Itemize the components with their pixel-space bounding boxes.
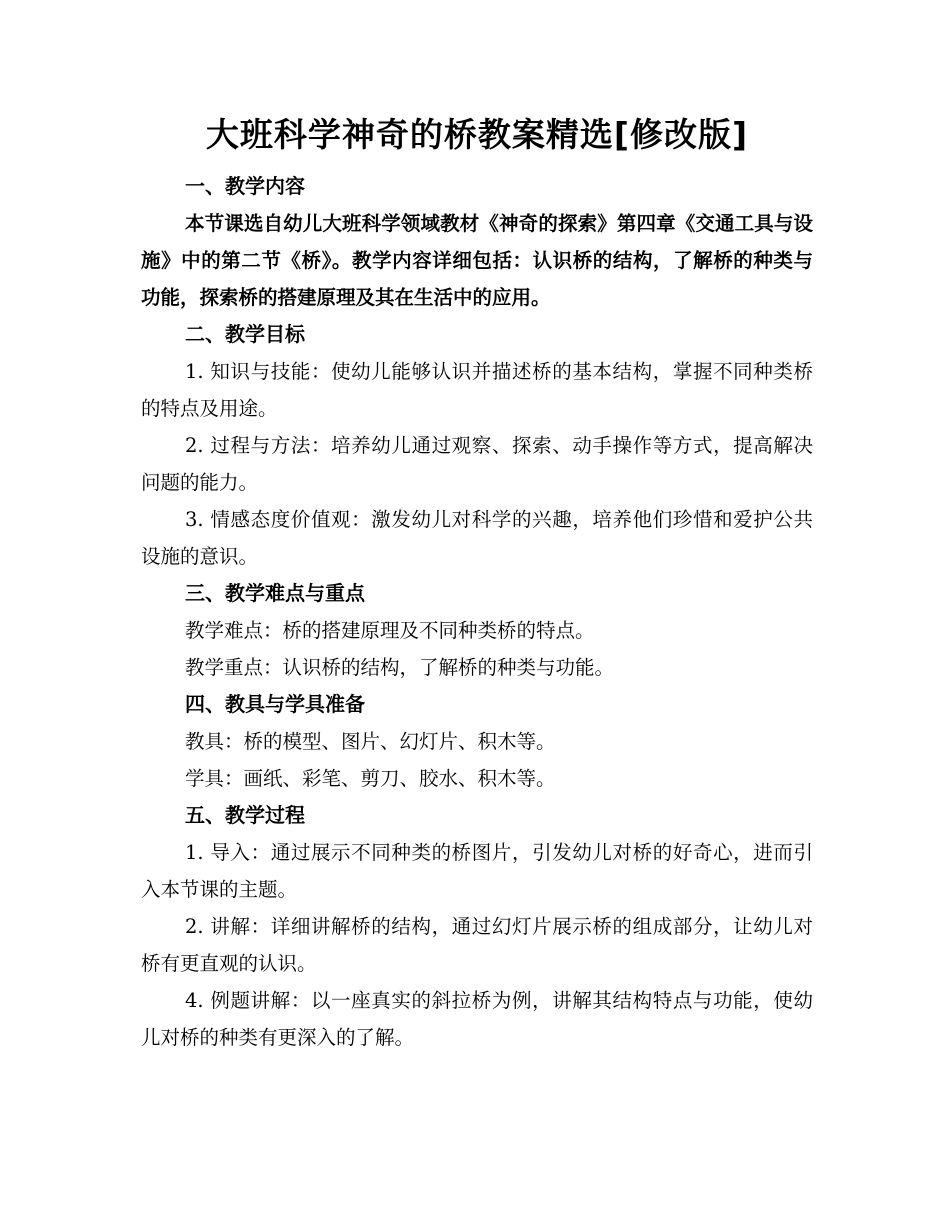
- section-heading-difficulties: 三、教学难点与重点: [185, 581, 365, 605]
- paragraph-teaching-aids: 教具：桥的模型、图片、幻灯片、积木等。: [185, 730, 556, 753]
- document-title: 大班科学神奇的桥教案精选[修改版]: [205, 115, 749, 154]
- paragraph-difficulty: 教学难点：桥的搭建原理及不同种类桥的特点。: [185, 619, 595, 642]
- paragraph-goal-knowledge: 1. 知识与技能：使幼儿能够认识并描述桥的基本结构，掌握不同种类桥的特点及用途。: [141, 360, 813, 420]
- document-body: [141, 112, 813, 1056]
- paragraph-goal-attitude: 3. 情感态度价值观：激发幼儿对科学的兴趣，培养他们珍惜和爱护公共设施的意识。: [141, 508, 813, 568]
- section-heading-teaching-goals: 二、教学目标: [185, 322, 305, 346]
- paragraph-goal-process: 2. 过程与方法：培养幼儿通过观察、探索、动手操作等方式，提高解决问题的能力。: [141, 434, 813, 494]
- paragraph-key-point: 教学重点：认识桥的结构，了解桥的种类与功能。: [185, 656, 615, 679]
- section-heading-materials: 四、教具与学具准备: [185, 692, 365, 716]
- paragraph-process-example: 4. 例题讲解：以一座真实的斜拉桥为例，讲解其结构特点与功能，使幼儿对桥的种类有更深入的了解。: [141, 989, 813, 1049]
- section-heading-teaching-process: 五、教学过程: [185, 803, 305, 827]
- section-heading-teaching-content: 一、教学内容: [185, 174, 305, 198]
- paragraph-process-intro: 1. 导入：通过展示不同种类的桥图片，引发幼儿对桥的好奇心，进而引入本节课的主题。: [141, 841, 813, 901]
- paragraph-learning-aids: 学具：画纸、彩笔、剪刀、胶水、积木等。: [185, 767, 556, 790]
- paragraph-process-explain: 2. 讲解：详细讲解桥的结构，通过幻灯片展示桥的组成部分，让幼儿对桥有更直观的认识。: [141, 915, 813, 975]
- paragraph-teaching-content: 本节课选自幼儿大班科学领域教材《神奇的探索》第四章《交通工具与设施》中的第二节《桥》。教学内容详细包括：认识桥的结构，了解桥的种类与功能，探索桥的搭建原理及其在生活中的应用。: [141, 212, 813, 309]
